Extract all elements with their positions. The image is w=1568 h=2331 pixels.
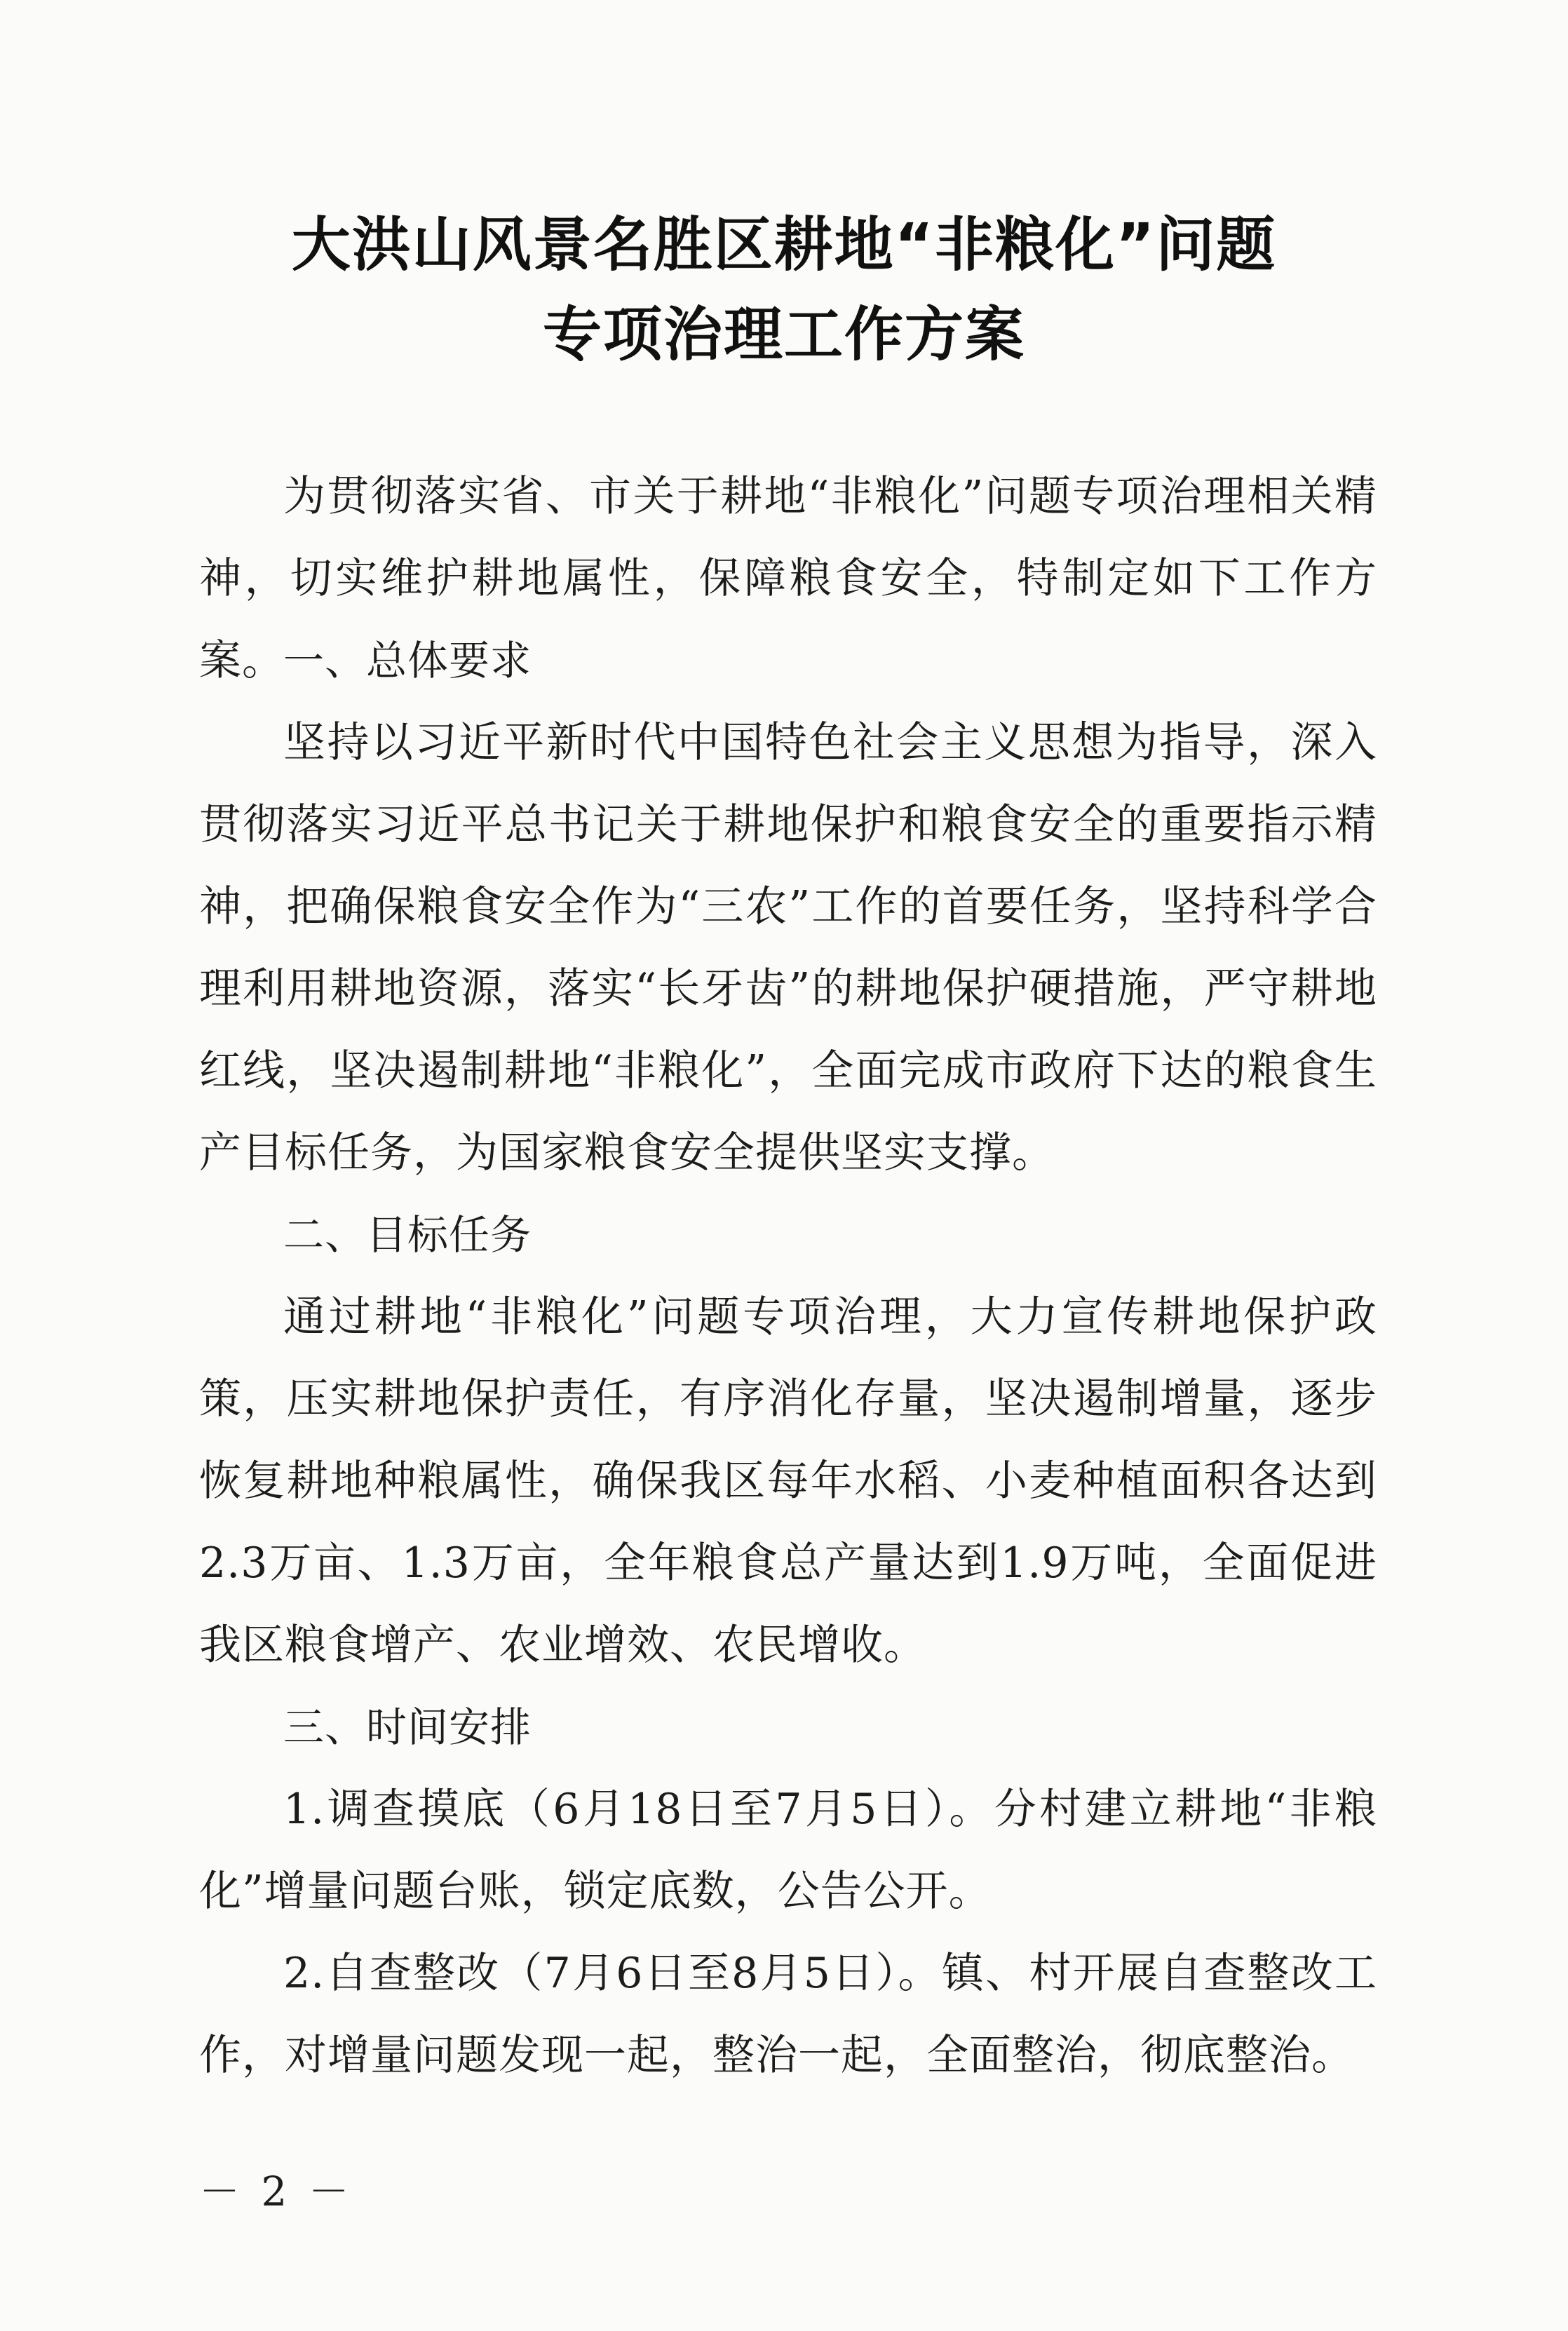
- section-3: [199, 1687, 1377, 1769]
- schedule-item-survey: 1.调查摸底（6月18日至7月5日）。分村建立耕地“非粮化”增量问题台账，锁定底数，公告公开。: [199, 1785, 1377, 1916]
- section-2-paragraph: 通过耕地“非粮化”问题专项治理，大力宣传耕地保护政策，压实耕地保护责任，有序消化存量，坚决遏制增量，逐步恢复耕地种粮属性，确保我区每年水稻、小麦种植面积各达到2.3万亩、1.3万亩，全年粮食总产量达到1.9万吨，全面促进我区粮食增产、农业增效、农民增收。: [199, 1292, 1377, 1670]
- document-title-line-1: 大洪山风景名胜区耕地“非粮化”问题: [291, 210, 1277, 279]
- section-2-body: [199, 1276, 1377, 1687]
- section-1-body: [199, 702, 1377, 1194]
- section-2: [199, 1194, 1377, 1276]
- section-heading-targets: 二、目标任务: [283, 1211, 532, 1259]
- section-3-item-1: [199, 1769, 1377, 1933]
- section-3-item-2: [199, 1933, 1377, 2097]
- section-heading-general-requirements: 一、总体要求: [283, 637, 532, 684]
- schedule-item-self-check: 2.自查整改（7月6日至8月5日）。镇、村开展自查整改工作，对增量问题发现一起，整治一起，全面整治，彻底整治。: [199, 1949, 1377, 2080]
- section-1: [199, 620, 1377, 702]
- document-title-line-2: 专项治理工作方案: [542, 300, 1025, 369]
- section-heading-schedule: 三、时间安排: [283, 1703, 532, 1751]
- section-1-paragraph: 坚持以习近平新时代中国特色社会主义思想为指导，深入贯彻落实习近平总书记关于耕地保护和粮食安全的重要指示精神，把确保粮食安全作为“三农”工作的首要任务，坚持科学合理利用耕地资源，落实“长牙齿”的耕地保护硬措施，严守耕地红线，坚决遏制耕地“非粮化”，全面完成市政府下达的粮食生产目标任务，为国家粮食安全提供坚实支撑。: [199, 718, 1377, 1177]
- intro-paragraph: 为贯彻落实省、市关于耕地“非粮化”问题专项治理相关精神，切实维护耕地属性，保障粮食安全，特制定如下工作方案。: [199, 472, 1377, 685]
- page-number: － 2 －: [199, 2168, 353, 2215]
